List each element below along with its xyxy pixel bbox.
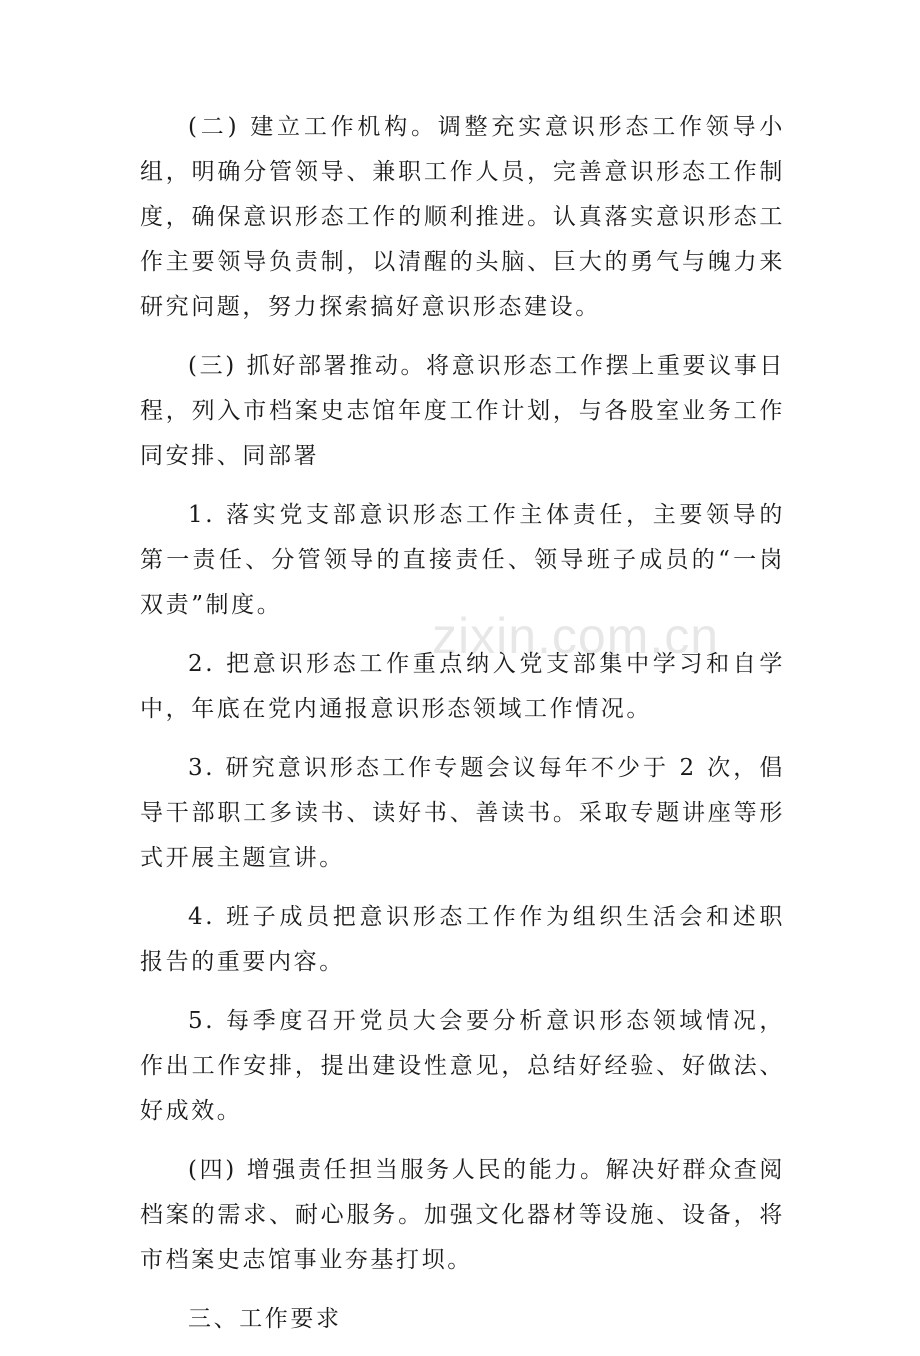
paragraph-section-2: (二) 建立工作机构。调整充实意识形态工作领导小组，明确分管领导、兼职工作人员，完善意识形态工作制度，确保意识形态工作的顺利推进。认真落实意识形态工作主要领导负责制，以清醒的头脑、巨大的勇气与魄力来研究问题，努力探索搞好意识形态建设。 <box>140 114 785 320</box>
paragraph-item-5: 5. 每季度召开党员大会要分析意识形态领域情况，作出工作安排，提出建设性意见，总结好经验、好做法、好成效。 <box>140 1008 785 1124</box>
paragraph-section-3: (三) 抓好部署推动。将意识形态工作摆上重要议事日程，列入市档案史志馆年度工作计划，与各股室业务工作同安排、同部署 <box>140 353 785 469</box>
section-heading-work-requirements: 三、工作要求 <box>188 1306 342 1332</box>
watermark-text: zixin.com.cn <box>432 608 720 664</box>
paragraph-item-3: 3. 研究意识形态工作专题会议每年不少于 2 次，倡导干部职工多读书、读好书、善读书。采取专题讲座等形式开展主题宣讲。 <box>140 755 785 871</box>
paragraph-section-4: (四) 增强责任担当服务人民的能力。解决好群众查阅档案的需求、耐心服务。加强文化器材等设施、设备，将市档案史志馆事业夯基打坝。 <box>140 1157 785 1273</box>
document-body <box>140 105 785 1356</box>
paragraph-item-2: 2. 把意识形态工作重点纳入党支部集中学习和自学中，年底在党内通报意识形态领域工作情况。 <box>140 651 785 722</box>
paragraph-item-4: 4. 班子成员把意识形态工作作为组织生活会和述职报告的重要内容。 <box>140 904 785 975</box>
paragraph-item-1: 1. 落实党支部意识形态工作主体责任，主要领导的第一责任、分管领导的直接责任、领导班子成员的“一岗双责”制度。 <box>140 502 785 618</box>
